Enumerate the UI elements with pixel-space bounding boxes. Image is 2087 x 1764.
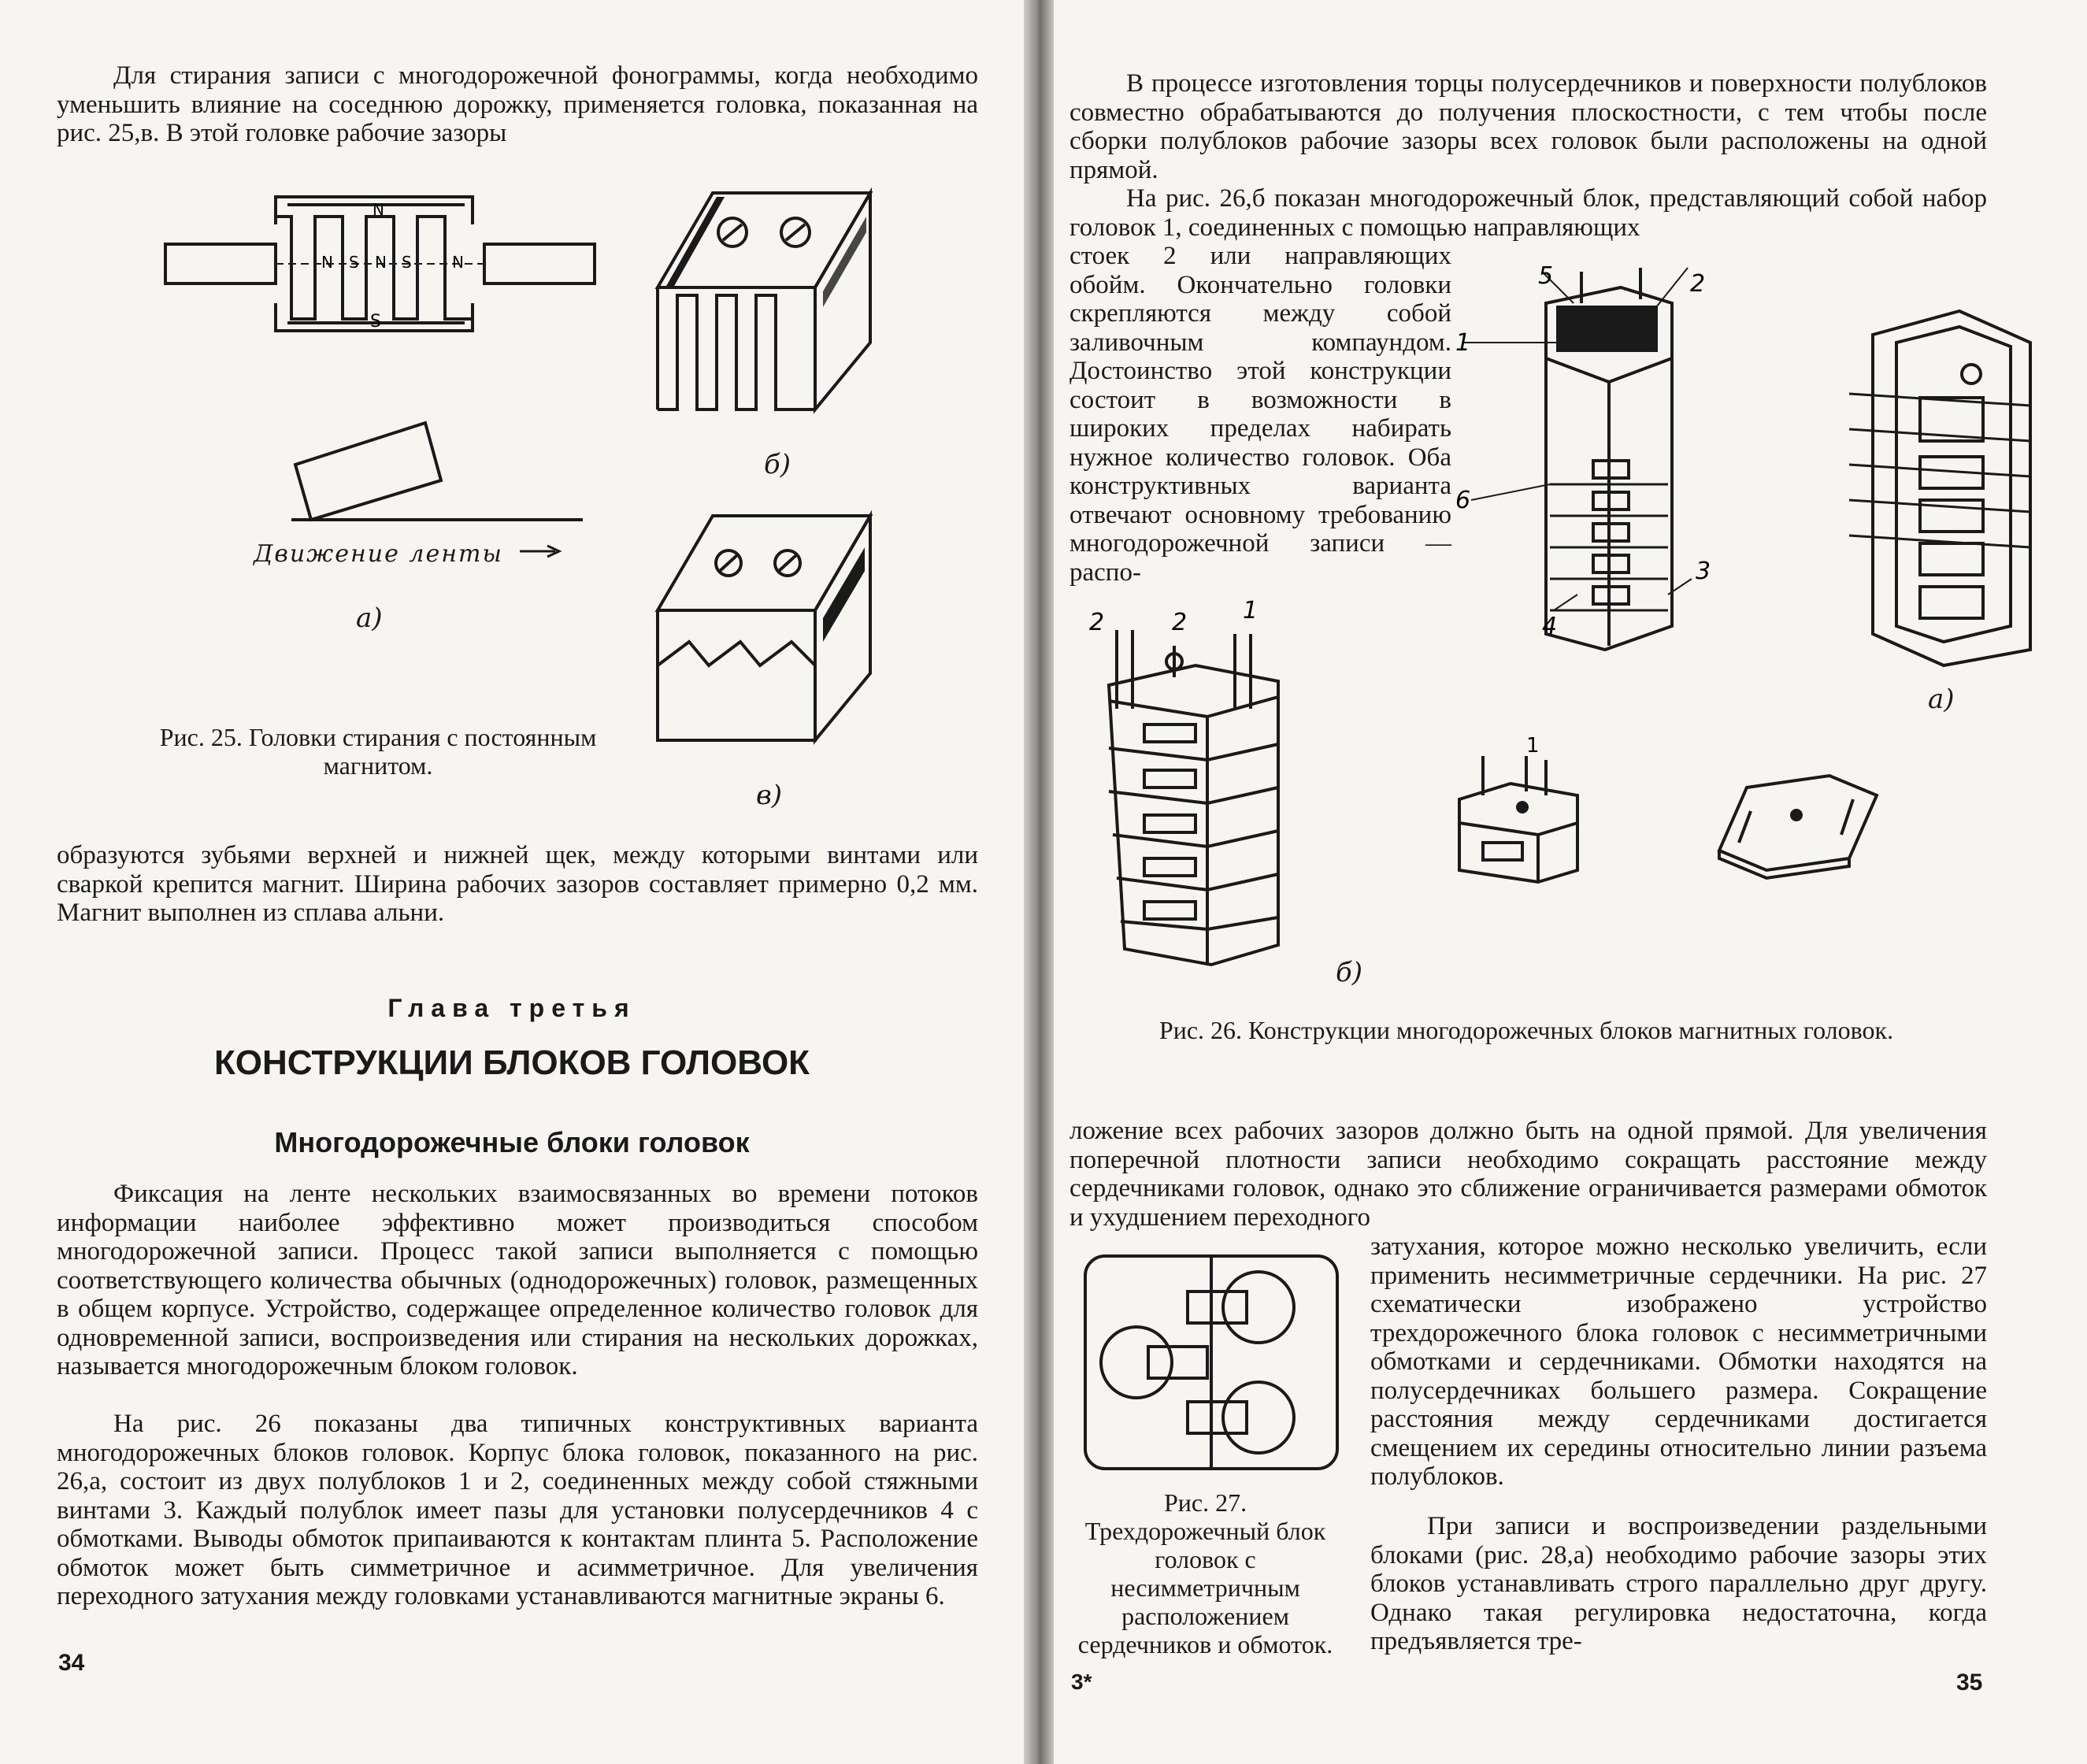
paragraph-fig26-description: На рис. 26 показаны два типичных конструктивных варианта многодорожечных блоков головок. Корпус блока головок, показанного на рис. 26,а, состоит из двух полублоков 1 и 2, соединенных между собой стяжными винтами 3. Каждый полублок имеет пазы для установки полусердечников 4 с обмотками. Выводы обмоток припаиваются к контактам плинта 5. Расположение обмоток может быть симметричное и асимметричное. Для увеличения переходного затухания между головками устанавливаются магнитные экраны 6.: [57, 1410, 978, 1610]
fig25a-gap-label: S: [402, 253, 412, 272]
fig26-caption: Рис. 26. Конструкции многодорожечных блоков магнитных головок.: [1158, 1016, 1894, 1044]
fig27-three-track-block: [1081, 1252, 1341, 1473]
fig26b-stacked-heads: [1073, 598, 1979, 976]
fig25a-head-on-tape: [158, 398, 583, 555]
fig25b-letter: б): [764, 449, 791, 480]
paragraph-multitrack-intro: Фиксация на ленте нескольких взаимосвязанных во времени потоков информации наиболее эффективно может производиться способом многодорожечной записи. Процесс такой записи выполняется с помощью соответствующего количества обычных (однодорожечных) головок, размещенных в общем корпусе. Устройство, содержащее определенное количество головок для одновременной записи, воспроизведения или стирания на нескольких дорожках, называется многодорожечным блоком головок.: [57, 1180, 978, 1380]
paragraph-manufacturing: В процессе изготовления торцы полусердечников и поверхности полублоков совместно обрабатываются до получения плоскостности, с тем чтобы после сборки полублоков рабочие зазоры всех головок были расположены на одной прямой.: [1069, 69, 1987, 184]
fig26a-callout: 3: [1696, 558, 1711, 585]
fig26b-letter: б): [1336, 957, 1363, 988]
fig26a-callout: 5: [1538, 262, 1554, 290]
signature-mark: 3*: [1071, 1670, 1092, 1694]
fig25b-comb-head: [654, 185, 874, 421]
fig25a-gap-label: N: [321, 253, 333, 272]
paragraph-separate-blocks: При записи и воспроизведении раздельными блоками (рис. 28,а) необходимо рабочие зазоры этих блоков устанавливать строго параллельно друг другу. Однако такая регулировка недостаточна, когда предъявляется тре-: [1370, 1512, 1987, 1655]
fig25-caption: Рис. 25. Головки стирания с постоянным магнитом.: [159, 723, 597, 780]
fig26b-callout: 2: [1089, 609, 1105, 636]
fig26b-callout: 1: [1243, 597, 1259, 624]
page-number-right: 35: [1956, 1670, 1983, 1695]
fig25a-letter: а): [356, 602, 383, 634]
fig25a-label-s: S: [370, 312, 381, 332]
paragraph-fig26b-intro: На рис. 26,б показан многодорожечный блок, представляющий собой набор головок 1, соединенных с помощью направляющих: [1069, 184, 1987, 242]
fig26a-callout: 2: [1690, 270, 1706, 298]
left-page: [0, 0, 1024, 1764]
right-page: [1054, 0, 2087, 1764]
section-title: Многодорожечные блоки головок: [274, 1126, 750, 1158]
fig25v-zigzag-head: [654, 508, 874, 744]
fig25v-letter: в): [756, 780, 783, 811]
fig26b-callout: 1: [1526, 734, 1540, 758]
fig25a-tape-motion-label: Движение ленты: [254, 540, 503, 568]
chapter-title: КОНСТРУКЦИИ БЛОКОВ ГОЛОВОК: [213, 1043, 810, 1082]
paragraph-intro: Для стирания записи с многодорожечной фонограммы, когда необходимо уменьшить влияние на соседнюю дорожку, применяется головка, показанная на рис. 25,в. В этой головке рабочие зазоры: [57, 61, 978, 147]
fig25a-label-n: N: [373, 200, 384, 219]
fig26a-callout: 1: [1455, 329, 1471, 357]
fig25a-diagram: [158, 185, 599, 343]
chapter-label: Глава третья: [387, 994, 636, 1022]
fig26a-letter: а): [1928, 684, 1955, 715]
fig25a-gap-label: N: [452, 253, 464, 272]
paragraph-gap-alignment: ложение всех рабочих зазоров должно быть на одной прямой. Для увеличения поперечной плотности записи необходимо сокращать расстояние между сердечниками головок, однако это сближение ограничивается размерами обмоток и ухудшением переходного: [1069, 1117, 1987, 1232]
fig25a-gap-label: S: [349, 253, 359, 272]
paragraph-asymmetric-cores: затухания, которое можно несколько увеличить, если применить несимметричные сердечники. На рис. 27 схематически изображено устройство трехдорожечного блока головок с несимметричными обмотками и сердечниками. Обмотки находятся на полусердечниках большего размера. Сокращение расстояния между сердечниками достигается смещением их середины относительно линии разъема полублоков.: [1370, 1232, 1987, 1491]
fig26a-callout: 6: [1455, 487, 1471, 514]
page-number-left: 34: [58, 1650, 85, 1676]
paragraph-fig26b-narrow: стоек 2 или направляющих обойм. Окончательно головки скрепляются между собой заливочным компаундом. Достоинство этой конструкции состоит в возможности в широких пределах набирать нужное количество головок. Оба конструктивных варианта отвечают основному требованию многодорожечной записи — распо-: [1069, 242, 1451, 587]
fig26b-callout: 2: [1172, 609, 1188, 636]
fig25a-gap-label: N: [375, 253, 387, 272]
paragraph-after-fig25: образуются зубьями верхней и нижней щек, между которыми винтами или сваркой крепится магнит. Ширина рабочих зазоров составляет примерно 0,2 мм. Магнит выполнен из сплава альни.: [57, 841, 978, 927]
book-gutter: [1024, 0, 1054, 1764]
fig27-caption: Рис. 27. Трехдорожечный блок головок с несимметричным расположением сердечников и обмоток.: [1077, 1488, 1333, 1658]
fig26a-callout: 4: [1542, 613, 1558, 640]
